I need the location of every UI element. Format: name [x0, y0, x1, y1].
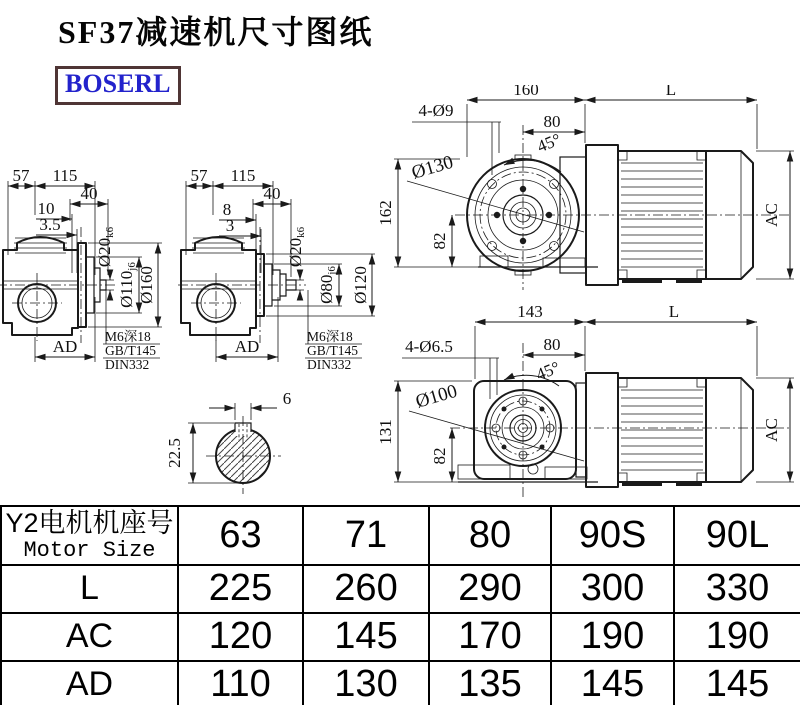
- value-AD-90s: 145: [551, 661, 674, 705]
- value-AC-80: 170: [429, 613, 551, 661]
- dim-angle-45: 45°: [533, 357, 563, 385]
- motor-size-63: 63: [178, 506, 303, 565]
- dim-80: 80: [543, 335, 561, 354]
- dim-ad: AD: [234, 337, 260, 356]
- dim-40: 40: [80, 184, 98, 203]
- dim-spigot-110: Ø110j6: [117, 262, 138, 308]
- row-label-AC: AC: [1, 613, 178, 661]
- row-label-AD: AD: [1, 661, 178, 705]
- motor-size-71: 71: [303, 506, 429, 565]
- value-AC-63: 120: [178, 613, 303, 661]
- value-AD-80: 135: [429, 661, 551, 705]
- side-view-large: [0, 166, 162, 372]
- dimension-drawings: [0, 85, 800, 505]
- dim-holes-4xd65: 4-Ø6.5: [405, 337, 453, 356]
- page-title: SF37减速机尺寸图纸: [58, 14, 374, 50]
- tap-std-gb: GB/T145: [307, 343, 359, 358]
- dim-3-5: 3.5: [39, 215, 61, 234]
- front-view-top: [376, 85, 794, 290]
- row-label-L: L: [1, 565, 178, 613]
- value-AC-71: 145: [303, 613, 429, 661]
- value-AD-71: 130: [303, 661, 429, 705]
- value-L-63: 225: [178, 565, 303, 613]
- dim-ac: AC: [762, 203, 781, 227]
- motor-size-header: [1, 506, 178, 565]
- motor-size-90l: 90L: [674, 506, 800, 565]
- dim-holes-4xd9: 4-Ø9: [418, 101, 454, 120]
- dim-bolt-circle-130: Ø130: [409, 151, 456, 184]
- tap-note: M6深18: [105, 329, 151, 344]
- dim-angle-45: 45°: [534, 129, 564, 157]
- dim-40: 40: [263, 184, 281, 203]
- value-AC-90s: 190: [551, 613, 674, 661]
- tap-note: M6深18: [307, 329, 353, 344]
- tap-std-gb: GB/T145: [105, 343, 157, 358]
- motor-size-header-en: Motor Size: [23, 538, 156, 564]
- dim-flange-120: Ø120: [351, 266, 370, 304]
- motor-size-80: 80: [429, 506, 551, 565]
- dim-57: 57: [12, 166, 30, 185]
- table-row-AC: [1, 613, 800, 661]
- dim-bolt-circle-100: Ø100: [413, 380, 460, 413]
- table-header-row: [1, 506, 800, 565]
- shaft-section-view: [165, 389, 291, 494]
- motor-size-90s: 90S: [551, 506, 674, 565]
- value-L-90l: 330: [674, 565, 800, 613]
- front-view-bottom: [376, 302, 794, 497]
- value-AD-63: 110: [178, 661, 303, 705]
- dim-82: 82: [430, 232, 449, 250]
- side-view-small: [178, 166, 375, 372]
- dim-flange-160: Ø160: [137, 266, 156, 304]
- dim-L: L: [665, 85, 677, 99]
- dim-143: 143: [517, 302, 543, 321]
- dim-22-5: 22.5: [165, 438, 184, 468]
- value-L-80: 290: [429, 565, 551, 613]
- dim-80: 80: [543, 112, 561, 131]
- tap-std-din: DIN332: [105, 357, 150, 372]
- dim-115: 115: [230, 166, 256, 185]
- dim-115: 115: [52, 166, 78, 185]
- dim-57: 57: [190, 166, 208, 185]
- dim-8: 8: [222, 200, 232, 219]
- dim-ad: AD: [52, 337, 78, 356]
- dim-shaft-20: Ø20k6: [286, 226, 307, 268]
- value-AD-90l: 145: [674, 661, 800, 705]
- dim-shaft-20: Ø20k6: [95, 226, 116, 268]
- dim-10: 10: [37, 199, 55, 218]
- table-row-L: [1, 565, 800, 613]
- dim-82: 82: [430, 447, 449, 465]
- dim-160: 160: [513, 85, 539, 99]
- dim-131: 131: [376, 419, 395, 445]
- dim-key-width-6: 6: [282, 389, 292, 408]
- value-L-90s: 300: [551, 565, 674, 613]
- value-AC-90l: 190: [674, 613, 800, 661]
- dim-spigot-80: Ø80j6: [317, 266, 338, 304]
- value-L-71: 260: [303, 565, 429, 613]
- motor-size-header-cn: Y2电机机座号: [5, 508, 174, 538]
- dim-ac: AC: [762, 418, 781, 442]
- dim-162: 162: [376, 200, 395, 226]
- table-row-AD: [1, 661, 800, 705]
- dimension-table: [0, 505, 800, 705]
- dim-3: 3: [225, 216, 235, 235]
- tap-std-din: DIN332: [307, 357, 352, 372]
- brand-logo-text: BOSERL: [65, 69, 171, 98]
- dim-L: L: [668, 302, 680, 321]
